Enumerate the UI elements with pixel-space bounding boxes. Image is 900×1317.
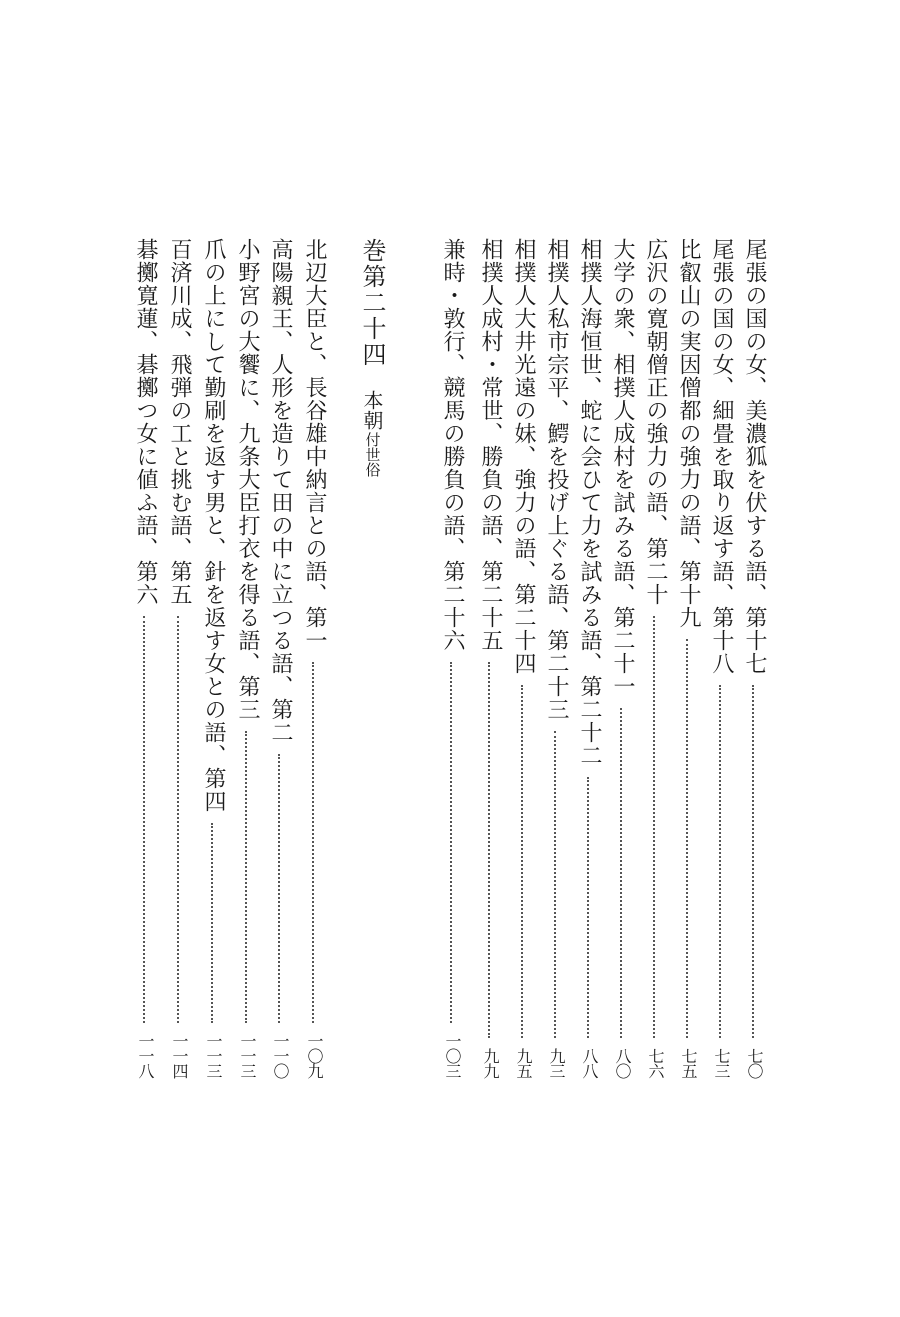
toc-entry-page: 九五 (514, 1048, 533, 1078)
toc-entry-title: 比叡山の実因僧都の強力の語、第十九 (676, 238, 701, 629)
toc-entry-title: 大学の衆、相撲人成村を試みる語、第二十一 (610, 238, 635, 698)
toc-entry (474, 238, 506, 1078)
dot-leader (177, 616, 181, 1023)
toc-entry-page: 七五 (679, 1048, 698, 1078)
dot-leader (245, 731, 249, 1023)
toc-entry-title: 百済川成、飛弾の工と挑む語、第五 (167, 238, 192, 606)
toc-entry-title: 相撲人海恒世、蛇に会ひて力を試みる語、第二十二 (577, 238, 602, 767)
dot-leader (143, 616, 147, 1023)
toc-entry (606, 238, 638, 1078)
toc-entry-page: 一一三 (204, 1033, 223, 1078)
toc-entry-title: 相撲人私市宗平、鰐を投げ上ぐる語、第二十三 (544, 238, 569, 721)
volume-subtitle-note: 付世俗 (363, 432, 382, 477)
dot-leader (554, 731, 558, 1038)
toc-entry-page: 九三 (547, 1048, 566, 1078)
toc-entry-title: 高陽親王、人形を造りて田の中に立つる語、第二 (268, 238, 293, 744)
toc-entry-title: 相撲人成村・常世、勝負の語、第二十五 (478, 238, 503, 652)
dot-leader (312, 662, 316, 1023)
toc-entry-page: 一〇九 (305, 1033, 324, 1078)
toc-entry-page: 七〇 (745, 1048, 764, 1078)
toc-entry-page: 一一〇 (271, 1033, 290, 1078)
toc-entry-page: 一一八 (136, 1033, 155, 1078)
toc-entry-page: 八〇 (613, 1048, 632, 1078)
toc-entry (298, 238, 330, 1078)
dot-leader (620, 708, 624, 1038)
dot-leader (719, 685, 723, 1038)
toc-entry (436, 238, 468, 1078)
toc-entry-title: 爪の上にして勤刷を返す男と、針を返す女との語、第四 (201, 238, 226, 813)
toc-entry (573, 238, 605, 1078)
toc-entry-title: 相撲人大井光遠の妹、強力の語、第二十四 (511, 238, 536, 675)
toc-entry (129, 238, 161, 1078)
toc-entry (197, 238, 229, 1078)
toc-entry-title: 尾張の国の女、美濃狐を伏する語、第十七 (742, 238, 767, 675)
toc-entry (507, 238, 539, 1078)
volume-subtitle: 本朝 (360, 390, 384, 430)
toc-entry (738, 238, 770, 1078)
dot-leader (752, 685, 756, 1038)
toc-entry (264, 238, 296, 1078)
toc-entry-title: 広沢の寛朝僧正の強力の語、第二十 (643, 238, 668, 606)
dot-leader (686, 639, 690, 1038)
toc-entry (639, 238, 671, 1078)
toc-entry (705, 238, 737, 1078)
volume-heading (352, 238, 392, 477)
dot-leader (450, 662, 454, 1023)
dot-leader (488, 662, 492, 1038)
toc-entry-page: 八八 (580, 1048, 599, 1078)
volume-title: 巻第二十四 (358, 238, 386, 368)
dot-leader (587, 777, 591, 1038)
toc-entry (231, 238, 263, 1078)
dot-leader (211, 823, 215, 1023)
toc-entry-title: 北辺大臣と、長谷雄中納言との語、第一 (302, 238, 327, 652)
toc-entry-page: 七六 (646, 1048, 665, 1078)
toc-entry-page: 一一四 (170, 1033, 189, 1078)
toc-entry-title: 兼時・敦行、競馬の勝負の語、第二十六 (440, 238, 465, 652)
toc-entry-title: 碁擲寛蓮、碁擲つ女に値ふ語、第六 (133, 238, 158, 606)
toc-entry-page: 一一三 (238, 1033, 257, 1078)
toc-entry-page: 一〇三 (443, 1033, 462, 1078)
toc-entry (163, 238, 195, 1078)
dot-leader (278, 754, 282, 1023)
toc-entry (540, 238, 572, 1078)
dot-leader (653, 616, 657, 1038)
dot-leader (521, 685, 525, 1038)
toc-entry-title: 尾張の国の女、細畳を取り返す語、第十八 (709, 238, 734, 675)
toc-entry-title: 小野宮の大饗に、九条大臣打衣を得る語、第三 (235, 238, 260, 721)
toc-entry-page: 七三 (712, 1048, 731, 1078)
toc-entry-page: 九九 (481, 1048, 500, 1078)
toc-entry (672, 238, 704, 1078)
